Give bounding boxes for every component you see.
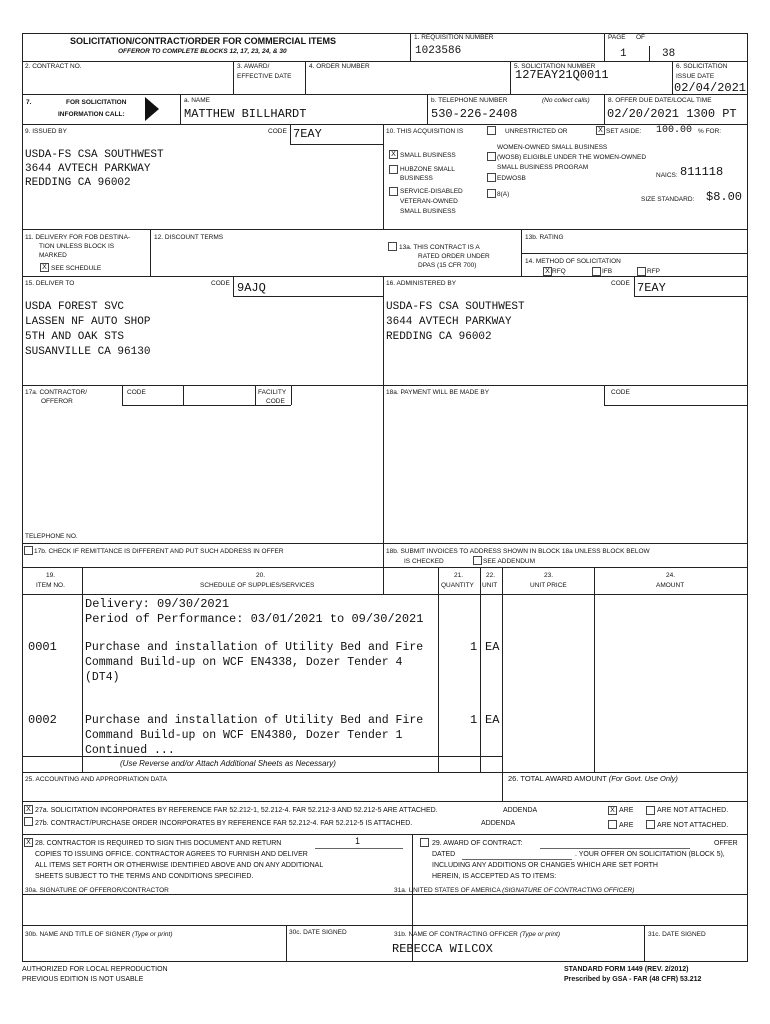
block27a-are: ARE [619, 807, 634, 814]
of-label: OF [636, 34, 646, 41]
deliver-to-line-2: LASSEN NF AUTO SHOP [25, 316, 151, 328]
govt-use-text: (For Govt. Use Only) [608, 774, 678, 783]
contracting-officer-name: REBECCA WILCOX [392, 942, 493, 956]
deliver-to-code: 9AJQ [237, 281, 266, 295]
solicitation-date: 02/04/2021 [674, 81, 747, 95]
sdvosb-label-1: SERVICE-DISABLED [400, 188, 463, 195]
issued-by-label: 9. ISSUED BY [25, 128, 67, 135]
block27a-not-attached: ARE NOT ATTACHED. [657, 807, 729, 814]
administered-by-line-1: USDA-FS CSA SOUTHWEST [386, 301, 525, 313]
item-1-number: 0001 [28, 640, 57, 654]
solicitation-number-label: 5. SOLICITATION NUMBER [514, 63, 596, 70]
administered-by-code-label: CODE [611, 280, 630, 287]
deliver-to-line-3: 5TH AND OAK STS [25, 331, 125, 343]
block7-number: 7. [26, 99, 32, 106]
facility-label-1: FACILITY [258, 389, 287, 396]
set-aside-checkbox[interactable]: X [596, 126, 605, 135]
block27b-addenda: ADDENDA [481, 820, 516, 827]
see-addendum-checkbox[interactable] [473, 556, 482, 565]
col-item-no-num: 19. [46, 572, 56, 579]
col-unit-price-num: 23. [544, 572, 554, 579]
sdvosb-label-2: VETERAN-OWNED [400, 198, 458, 205]
page-total: 38 [662, 48, 676, 60]
discount-terms-label: 12. DISCOUNT TERMS [154, 234, 224, 241]
period-line: Period of Performance: 03/01/2021 to 09/30/2021 [85, 612, 424, 626]
rfq-checkbox[interactable]: X [543, 267, 552, 276]
signature-offeror-label: 30a. SIGNATURE OF OFFEROR/CONTRACTOR [25, 887, 169, 894]
see-addendum-label: SEE ADDENDUM [483, 558, 536, 565]
fob-label-2: TION UNLESS BLOCK IS [39, 243, 115, 250]
footer-reproduction: AUTHORIZED FOR LOCAL REPRODUCTION [22, 966, 168, 973]
wosb-checkbox[interactable] [487, 152, 496, 161]
contact-name-label: a. NAME [184, 97, 211, 104]
rating-label: 13b. RATING [525, 234, 564, 241]
col-unit-num: 22. [486, 572, 496, 579]
telephone-no-label: TELEPHONE NO. [25, 533, 78, 540]
dpas-label-3: DPAS (15 CFR 700) [418, 262, 477, 269]
requisition-label: 1. REQUISITION NUMBER [414, 34, 494, 41]
block28-line-1: 28. CONTRACTOR IS REQUIRED TO SIGN THIS DOCUMENT AND RETURN [35, 840, 282, 847]
col-quantity-num: 21. [454, 572, 464, 579]
telephone-label: b. TELEPHONE NUMBER [431, 97, 508, 104]
award-label-2: EFFECTIVE DATE [237, 73, 292, 80]
block29-offer: OFFER [714, 840, 738, 847]
administered-by-label: 16. ADMINISTERED BY [386, 280, 457, 287]
page-number: 1 [620, 48, 627, 60]
invoice-label-2: IS CHECKED [404, 558, 444, 565]
offer-due-label: 8. OFFER DUE DATE/LOCAL TIME [608, 97, 712, 104]
contractor-code-label: CODE [127, 389, 146, 396]
item-2-quantity: 1 [470, 713, 478, 727]
block28-line-4: SHEETS SUBJECT TO THE TERMS AND CONDITIONS SPECIFIED. [35, 873, 254, 880]
ifb-checkbox[interactable] [592, 267, 601, 276]
footer-form-number: STANDARD FORM 1449 (REV. 2/2012) [564, 966, 689, 973]
col-amount: AMOUNT [656, 582, 685, 589]
block27a-are-checkbox[interactable]: X [608, 806, 617, 815]
rfp-checkbox[interactable] [637, 267, 646, 276]
see-schedule-checkbox[interactable]: X [40, 263, 49, 272]
form-title: SOLICITATION/CONTRACT/ORDER FOR COMMERCIAL ITEMS [70, 36, 336, 46]
eighta-checkbox[interactable] [487, 189, 496, 198]
wosb-label-2: (WOSB) ELIGIBLE UNDER THE WOMEN-OWNED [497, 154, 647, 161]
remittance-checkbox[interactable] [24, 546, 33, 555]
issued-by-line-3: REDDING CA 96002 [25, 177, 131, 189]
block27a-label: 27a. SOLICITATION INCORPORATES BY REFERENCE FAR 52.212-1, 52.212-4. FAR 52.212-3 AND 52.212-5 ARE ATTACHED. [35, 807, 438, 814]
signer-name-label [25, 931, 173, 938]
wosb-label-1: WOMEN-OWNED SMALL BUSINESS [497, 144, 608, 151]
item-1-quantity: 1 [470, 640, 478, 654]
col-amount-num: 24. [666, 572, 676, 579]
ifb-label: IFB [602, 268, 613, 275]
signer-name-text: 30b. NAME AND TITLE OF SIGNER [25, 931, 131, 938]
col-quantity: QUANTITY [441, 582, 474, 589]
col-unit-price: UNIT PRICE [530, 582, 567, 589]
block27b-label: 27b. CONTRACT/PURCHASE ORDER INCORPORATES BY REFERENCE FAR 52.212-4. FAR 52.212-5 IS ATTACHED. [35, 820, 413, 827]
small-business-label: SMALL BUSINESS [400, 152, 456, 159]
naics-label: NAICS: [656, 172, 678, 179]
col-item-no: ITEM NO. [36, 582, 65, 589]
small-business-checkbox[interactable]: X [389, 150, 398, 159]
block28-checkbox[interactable]: X [24, 838, 33, 847]
date-signed-31c-label: 31c. DATE SIGNED [648, 931, 706, 938]
payment-label: 18a. PAYMENT WILL BE MADE BY [386, 389, 490, 396]
deliver-to-line-4: SUSANVILLE CA 96130 [25, 346, 151, 358]
issued-by-code: 7EAY [293, 127, 322, 141]
solicitation-number: 127EAY21Q0011 [515, 68, 609, 82]
award-label: 3. AWARD/ [237, 63, 270, 70]
rfp-label: RFP [647, 268, 660, 275]
arrow-right-icon [145, 97, 159, 121]
issued-by-line-1: USDA-FS CSA SOUTHWEST [25, 149, 164, 161]
requisition-number: 1023586 [415, 45, 462, 57]
rfq-label: RFQ [552, 268, 566, 275]
block28-line-3: ALL ITEMS SET FORTH OR OTHERWISE IDENTIFIED ABOVE AND ON ANY ADDITIONAL [35, 862, 324, 869]
facility-label-2: CODE [266, 398, 285, 405]
form-subtitle: OFFEROR TO COMPLETE BLOCKS 12, 17, 23, 24, & 30 [118, 48, 287, 55]
percent-for-label: % FOR: [698, 128, 722, 135]
col-schedule-num: 20. [256, 572, 266, 579]
contact-name: MATTHEW BILLHARDT [184, 107, 307, 121]
size-standard-value: $8.00 [706, 190, 743, 204]
officer-name-italic: (Type or print) [519, 931, 561, 938]
signer-name-italic: (Type or print) [132, 931, 173, 938]
block29-line-2: . YOUR OFFER ON SOLICITATION (BLOCK 5), [575, 851, 725, 858]
solicitation-date-label: 6. SOLICITATION [676, 63, 728, 70]
administered-by-line-2: 3644 AVTECH PARKWAY [386, 316, 512, 328]
dpas-checkbox[interactable] [388, 242, 397, 251]
block29-line-4: HEREIN, IS ACCEPTED AS TO ITEMS: [432, 873, 557, 880]
hubzone-label-1: HUBZONE SMALL [400, 166, 455, 173]
block29-checkbox[interactable] [420, 838, 429, 847]
deliver-to-code-label: CODE [211, 280, 230, 287]
issued-by-line-2: 3644 AVTECH PARKWAY [25, 163, 151, 175]
size-standard-label: SIZE STANDARD: [641, 196, 695, 203]
date-signed-30c-label: 30c. DATE SIGNED [289, 929, 347, 936]
block27b-not-checkbox[interactable] [646, 820, 655, 829]
block27a-not-checkbox[interactable] [646, 806, 655, 815]
set-aside-percent: 100.00 [656, 125, 693, 136]
page-label: PAGE [608, 34, 626, 41]
block27b-not-attached: ARE NOT ATTACHED. [657, 822, 729, 829]
block27a-checkbox[interactable]: X [24, 805, 33, 814]
total-award-label [508, 774, 678, 783]
administered-by-code: 7EAY [637, 281, 666, 295]
unrestricted-label: UNRESTRICTED OR [505, 128, 568, 135]
issued-by-code-label: CODE [268, 128, 287, 135]
method-label: 14. METHOD OF SOLICITATION [525, 258, 621, 265]
block28-copies-line [315, 848, 403, 849]
deliver-to-label: 15. DELIVER TO [25, 280, 75, 287]
order-number-label: 4. ORDER NUMBER [309, 63, 370, 70]
no-collect-label: (No collect calls) [542, 97, 590, 104]
col-schedule: SCHEDULE OF SUPPLIES/SERVICES [200, 582, 315, 589]
block7-label-2: INFORMATION CALL: [58, 111, 125, 118]
sdvosb-checkbox[interactable] [389, 187, 398, 196]
administered-by-line-3: REDDING CA 96002 [386, 331, 492, 343]
block29-dated: DATED [432, 851, 456, 858]
contractor-label-1: 17a. CONTRACTOR/ [25, 389, 88, 396]
block27b-checkbox[interactable] [24, 817, 33, 826]
sdvosb-label-3: SMALL BUSINESS [400, 208, 456, 215]
block27a-addenda: ADDENDA [503, 807, 538, 814]
wosb-label-3: SMALL BUSINESS PROGRAM [497, 164, 589, 171]
hubzone-label-2: BUSINESS [400, 175, 433, 182]
signature-officer-italic: (SIGNATURE OF CONTRACTING OFFICER) [502, 887, 635, 894]
eighta-label: 8(A) [497, 191, 510, 198]
footer-previous-edition: PREVIOUS EDITION IS NOT USABLE [22, 976, 144, 983]
hubzone-checkbox[interactable] [389, 165, 398, 174]
naics-value: 811118 [680, 165, 724, 179]
remittance-label: 17b. CHECK IF REMITTANCE IS DIFFERENT AND PUT SUCH ADDRESS IN OFFER [34, 548, 284, 555]
item-2-description: Purchase and installation of Utility Bed and Fire Command Build-up on WCF EN4380, Dozer Tender 1 Continued ... [85, 714, 424, 757]
fob-label-3: MARKED [39, 252, 67, 259]
block7-label: FOR SOLICITATION [66, 99, 127, 106]
deliver-to-line-1: USDA FOREST SVC [25, 301, 125, 313]
edwosb-label: EDWOSB [497, 175, 526, 182]
item-1-description: Purchase and installation of Utility Bed and Fire Command Build-up on WCF EN4338, Dozer Tender 4 (DT4) [85, 641, 424, 684]
block29-line-1: 29. AWARD OF CONTRACT: [432, 840, 523, 847]
set-aside-label: SET ASIDE: [606, 128, 642, 135]
dpas-label-1: 13a. THIS CONTRACT IS A [399, 244, 480, 251]
block27b-are-checkbox[interactable] [608, 820, 617, 829]
delivery-line: Delivery: 09/30/2021 [85, 597, 230, 611]
contractor-label-2: OFFEROR [41, 398, 73, 405]
officer-name-text: 31b. NAME OF CONTRACTING OFFICER [394, 931, 518, 938]
block28-line-2: COPIES TO ISSUING OFFICE. CONTRACTOR AGREES TO FURNISH AND DELIVER [35, 851, 308, 858]
offer-due-date: 02/20/2021 1300 PT [607, 107, 737, 121]
see-schedule-label: SEE SCHEDULE [51, 265, 102, 272]
reverse-sheets-note: (Use Reverse and/or Attach Additional Sheets as Necessary) [120, 759, 336, 768]
block29-line-3: INCLUDING ANY ADDITIONS OR CHANGES WHICH ARE SET FORTH [432, 862, 658, 869]
item-2-number: 0002 [28, 713, 57, 727]
unrestricted-checkbox[interactable] [487, 126, 496, 135]
item-2-unit: EA [485, 713, 500, 727]
payment-code-label: CODE [611, 389, 630, 396]
signature-officer-text: 31a. UNITED STATES OF AMERICA [394, 887, 501, 894]
block29-contract-line [540, 848, 690, 849]
invoice-label-1: 18b. SUBMIT INVOICES TO ADDRESS SHOWN IN BLOCK 18a UNLESS BLOCK BELOW [386, 548, 650, 555]
block27b-are: ARE [619, 822, 634, 829]
telephone-number: 530-226-2408 [431, 107, 518, 121]
officer-name-label [394, 931, 560, 938]
signature-officer-label [394, 887, 634, 894]
block28-copies: 1 [355, 836, 361, 846]
block29-dated-line [462, 859, 572, 860]
solicitation-date-label-2: ISSUE DATE [676, 73, 715, 80]
dpas-label-2: RATED ORDER UNDER [418, 253, 490, 260]
contract-no-label: 2. CONTRACT NO. [25, 63, 82, 70]
fob-label-1: 11. DELIVERY FOR FOB DESTINA- [25, 234, 131, 241]
footer-prescribed: Prescribed by GSA - FAR (48 CFR) 53.212 [564, 976, 702, 983]
edwosb-checkbox[interactable] [487, 173, 496, 182]
col-unit: UNIT [482, 582, 498, 589]
acquisition-label: 10. THIS ACQUISITION IS [386, 128, 464, 135]
accounting-label: 25. ACCOUNTING AND APPROPRIATION DATA [25, 776, 167, 783]
item-1-unit: EA [485, 640, 500, 654]
total-award-text: 26. TOTAL AWARD AMOUNT [508, 774, 607, 783]
